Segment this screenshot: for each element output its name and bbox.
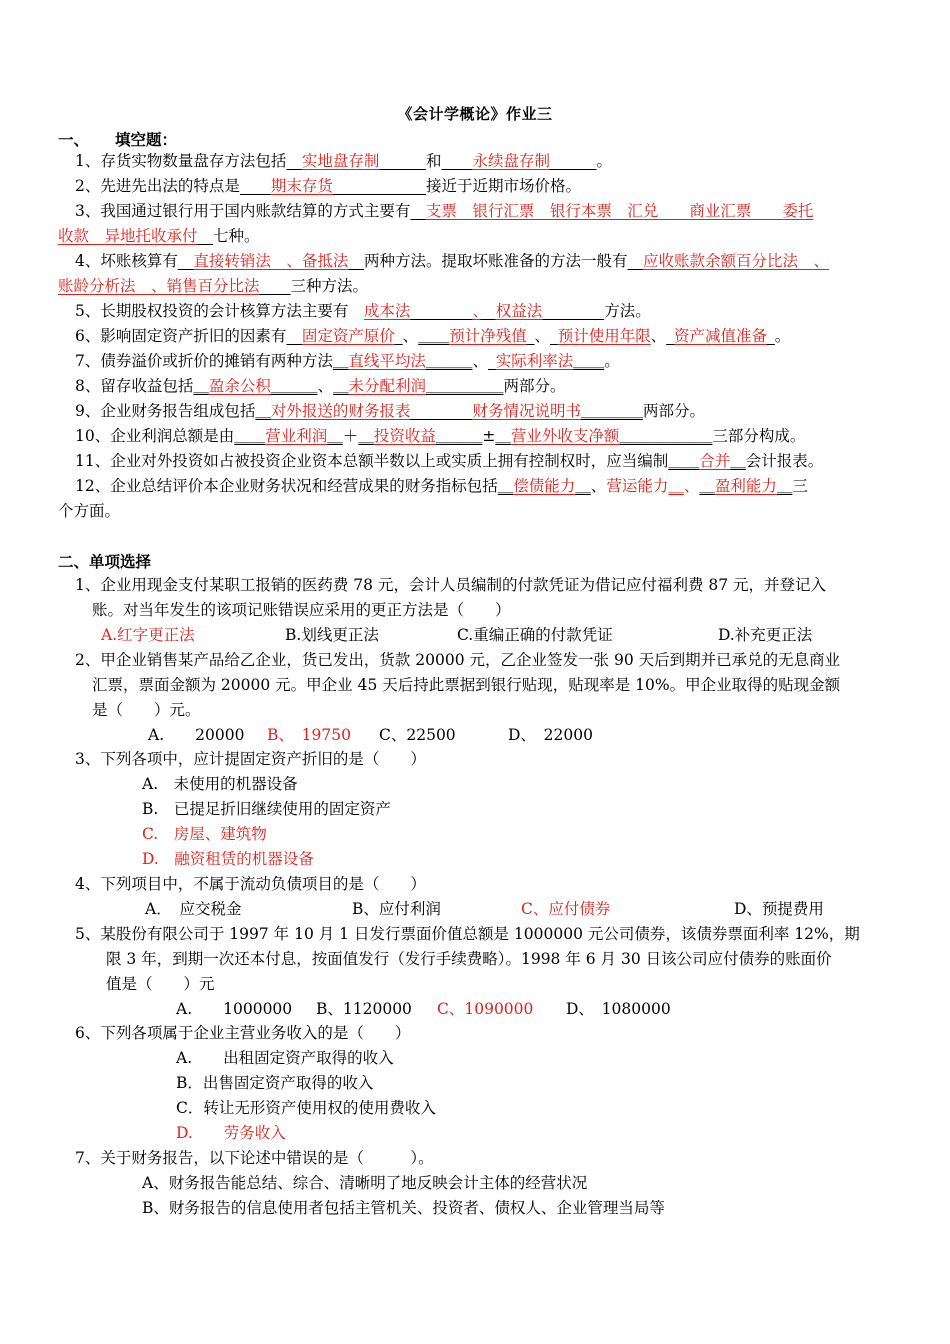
fill-question-12: 12、企业总结评价本企业财务状况和经营成果的财务指标包括＿偿债能力＿、营运能力＿、＿盈利能力＿三 [75,477,808,495]
answer: 成本法 [363,302,411,320]
fill-question-12-cont: 个方面。 [58,502,121,520]
answer: 预计净残值 [449,327,527,345]
answer: 应收账款余额百分比法 、 [642,252,829,270]
choice-q1-option-a: A.红字更正法 [101,626,195,644]
fill-question-1: 1、存货实物数量盘存方法包括 实地盘存制 和 永续盘存制 。 [75,152,613,170]
choice-q6-option-c: C．转让无形资产使用权的使用费收入 [176,1099,436,1117]
answer: 直线平均法 [348,352,426,370]
fill-question-4-cont: 账龄分析法 、销售百分比法 三种方法。 [58,277,369,295]
choice-q7-option-a: A、财务报告能总结、综合、清晰明了地反映会计主体的经营状况 [142,1174,588,1192]
choice-q5-option-d: D、 1080000 [566,1000,671,1018]
choice-q3-option-d: D. 融资租赁的机器设备 [142,850,314,868]
fill-question-11: 11、企业对外投资如占被投资企业资本总额半数以上或实质上拥有控制权时，应当编制＿＿合并＿会计报表。 [75,452,824,470]
answer: 未分配利润 [348,377,426,395]
choice-q4-option-d: D、预提费用 [734,900,824,918]
choice-question-2-cont2: 是（ ）元。 [92,701,201,719]
choice-question-5-cont: 限 3 年，到期一次还本付息，按面值发行（发行手续费略）。1998 年 6 月 30 日该公司应付债券的账面价 [106,950,832,968]
fill-question-5: 5、长期股权投资的会计核算方法主要有 成本法 、 权益法 方法。 [75,302,651,320]
fill-question-6: 6、影响固定资产折旧的因素有 固定资产原价_、＿＿预计净残值_、_预计使用年限、_资产减值准备_。 [75,327,791,345]
fill-question-4: 4、坏账核算有 直接转销法 、备抵法 两种方法。提取坏账准备的方法一般有 应收账款余额百分比法 、 [75,252,829,270]
choice-q3-option-c: C. 房屋、建筑物 [142,825,267,843]
choice-q3-option-a: A. 未使用的机器设备 [142,775,298,793]
answer: 资产减值准备 [674,327,768,345]
answer: 权益法 [495,302,543,320]
choice-q1-option-b: B.划线更正法 [285,626,379,644]
choice-q6-option-d: D. 劳务收入 [176,1124,286,1142]
fill-question-9: 9、企业财务报告组成包括＿对外报送的财务报表 财务情况说明书＿＿＿＿两部分。 [75,402,705,420]
choice-q7-option-b: B、财务报告的信息使用者包括主管机关、投资者、债权人、企业管理当局等 [142,1199,665,1217]
answer: 营运能力 [606,477,669,495]
choice-question-5-cont2: 值是（ ）元 [106,975,215,993]
answer: 偿债能力 [513,477,576,495]
choice-q2-option-d: D、 22000 [508,726,593,744]
choice-question-7: 7、关于财务报告，以下论述中错误的是（ ）。 [75,1149,434,1167]
choice-question-2-cont: 汇票，票面金额为 20000 元。甲企业 45 天后持此票据到银行贴现，贴现率是 10%。甲企业取得的贴现金额 [92,676,841,694]
choice-question-5: 5、某股份有限公司于 1997 年 10 月 1 日发行票面价值总额是 1000000 元公司债券，该债券票面利率 12%，期 [75,925,860,943]
answer: 收款 异地托收承付 [58,227,198,245]
answer: 实际利率法 [495,352,574,370]
choice-question-1: 1、企业用现金支付某职工报销的医药费 78 元，会计人员编制的付款凭证为借记应付福利费 87 元，并登记入 [75,576,827,594]
choice-q4-option-b: B、应付利润 [352,900,441,918]
choice-q1-option-d: D.补充更正法 [718,626,813,644]
answer: 盈余公积 [208,377,271,395]
answer: 合并 [699,452,731,470]
answer: 营业外收支净额 [510,427,620,445]
answer: 盈利能力 [714,477,777,495]
answer: 投资收益 [373,427,436,445]
choice-q4-option-a: A． 应交税金 [145,900,242,918]
choice-q1-option-c: C.重编正确的付款凭证 [457,626,613,644]
answer: 营业利润 [265,427,328,445]
choice-q4-option-c: C、应付债券 [521,900,611,918]
section-fill-in-heading [58,128,177,150]
choice-q5-option-c: C、1090000 [437,1000,534,1018]
answer: 直接转销法 、备抵法 [193,252,349,270]
choice-q2-option-b: B、 19750 [267,726,351,744]
fill-question-3: 3、我国通过银行用于国内账款结算的方式主要有 支票 银行汇票 银行本票 汇兑 商业汇票 委托 [75,202,814,220]
choice-question-4: 4、下列项目中，不属于流动负债项目的是（ ） [75,875,426,893]
choice-q3-option-b: B. 已提足折旧继续使用的固定资产 [142,800,391,818]
choice-question-2: 2、甲企业销售某产品给乙企业，货已发出，货款 20000 元，乙企业签发一张 90 天后到期并已承兑的无息商业 [75,651,841,669]
fill-question-2: 2、先进先出法的特点是 期末存货 接近于近期市场价格。 [75,177,581,195]
answer: 期末存货 [270,177,333,195]
answer: 对外报送的财务报表 [270,402,411,420]
answer: 预计使用年限 [557,327,651,345]
section-number: 一、 [58,130,90,149]
choice-question-3: 3、下列各项中，应计提固定资产折旧的是（ ） [75,750,426,768]
section-title: 填空题： [115,130,178,149]
fill-question-7: 7、债券溢价或折价的摊销有两种方法＿直线平均法＿＿＿、_实际利率法＿＿。 [75,352,620,370]
choice-q2-option-c: C、22500 [379,726,456,744]
fill-question-8: 8、留存收益包括＿盈余公积＿＿＿、＿未分配利润＿＿＿＿＿两部分。 [75,377,566,395]
choice-q6-option-a: A. 出租固定资产取得的收入 [176,1049,394,1067]
answer: 固定资产原价 [301,327,395,345]
answer: 账龄分析法 、销售百分比法 [58,277,260,295]
choice-q5-option-b: B、1120000 [316,1000,412,1018]
choice-q6-option-b: B．出售固定资产取得的收入 [176,1074,374,1092]
fill-question-3-cont: 收款 异地托收承付 七种。 [58,227,260,245]
choice-q2-option-a: A. 20000 [148,726,245,744]
answer: 永续盘存制 [472,152,550,170]
document-title: 《会计学概论》作业三 [397,105,553,123]
choice-question-1-cont: 账。对当年发生的该项记账错误应采用的更正方法是（ ） [92,601,511,619]
answer: 支票 银行汇票 银行本票 汇兑 商业汇票 委托 [425,202,814,220]
answer: 财务情况说明书 [472,402,581,420]
choice-question-6: 6、下列各项属于企业主营业务收入的是（ ） [75,1024,411,1042]
fill-question-10: 10、企业利润总额是由＿＿营业利润＿＋＿投资收益＿＿＿±＿营业外收支净额＿＿＿＿＿＿三部分构成。 [75,427,806,445]
answer: 实地盘存制 [301,152,380,170]
section-single-choice-heading: 二、单项选择 [58,552,152,571]
choice-q5-option-a: A. 1000000 [176,1000,293,1018]
